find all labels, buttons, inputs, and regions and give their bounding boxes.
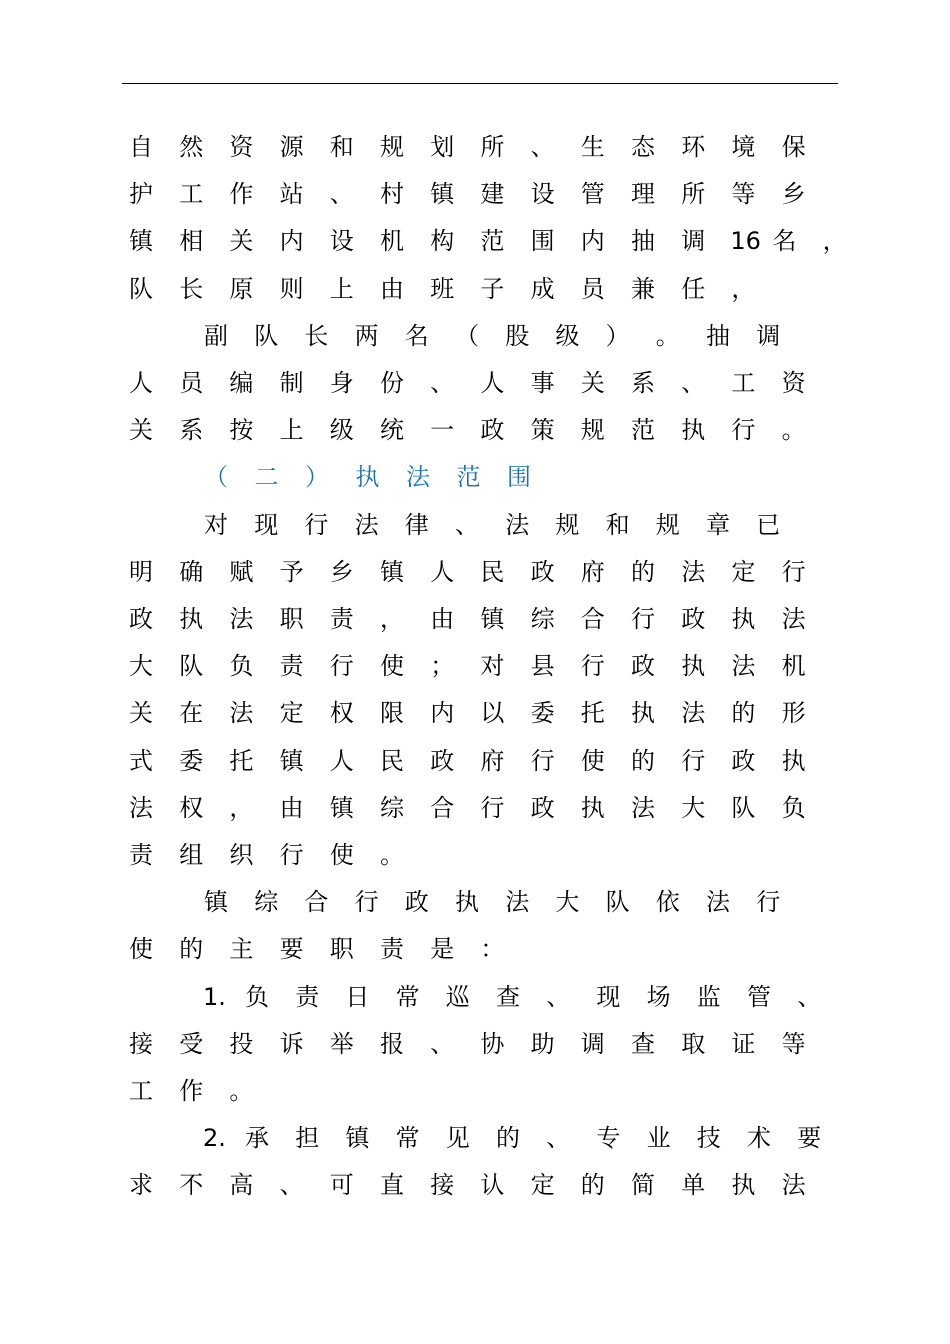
text-line: 人 员 编 制 身 份 、 人 事 关 系 、 工 资: [129, 369, 806, 397]
text-line: 责 组 织 行 使 。: [129, 841, 404, 869]
text-line: 接 受 投 诉 举 报 、 协 助 调 查 取 证 等: [129, 1029, 806, 1058]
section-heading: （ 二 ） 执 法 范 围: [204, 463, 531, 492]
text-line: 1. 负 责 日 常 巡 查 、 现 场 监 管 、: [203, 982, 822, 1011]
text-line: 法 权 ， 由 镇 综 合 行 政 执 法 大 队 负: [129, 793, 806, 822]
text-line: 2. 承 担 镇 常 见 的 、 专 业 技 术 要: [203, 1124, 822, 1153]
text-line: 式 委 托 镇 人 民 政 府 行 使 的 行 政 执: [129, 746, 806, 775]
text-line: 镇 综 合 行 政 执 法 大 队 依 法 行: [204, 888, 781, 917]
text-line: 镇 相 关 内 设 机 构 范 围 内 抽 调 16 名 ，: [129, 227, 847, 256]
text-line: 自 然 资 源 和 规 划 所 、 生 态 环 境 保: [129, 133, 806, 161]
text-line: 大 队 负 责 行 使 ； 对 县 行 政 执 法 机: [129, 652, 806, 681]
text-line: 关 在 法 定 权 限 内 以 委 托 执 法 的 形: [129, 699, 806, 728]
text-line: 护 工 作 站 、 村 镇 建 设 管 理 所 等 乡: [129, 180, 806, 209]
text-line: 副 队 长 两 名 （ 股 级 ） 。 抽 调: [204, 321, 781, 350]
text-line: 使 的 主 要 职 责 是 ：: [129, 935, 505, 964]
text-line: 求 不 高 、 可 直 接 认 定 的 简 单 执 法: [129, 1171, 806, 1200]
text-line: 明 确 赋 予 乡 镇 人 民 政 府 的 法 定 行: [129, 557, 806, 586]
text-line: 政 执 法 职 责 ， 由 镇 综 合 行 政 执 法: [129, 605, 806, 633]
text-line: 工 作 。: [129, 1077, 254, 1105]
text-line: 队 长 原 则 上 由 班 子 成 员 兼 任 ，: [129, 274, 756, 303]
text-line: 关 系 按 上 级 统 一 政 策 规 范 执 行 。: [129, 416, 806, 445]
text-line: 对 现 行 法 律 、 法 规 和 规 章 已: [204, 510, 781, 539]
